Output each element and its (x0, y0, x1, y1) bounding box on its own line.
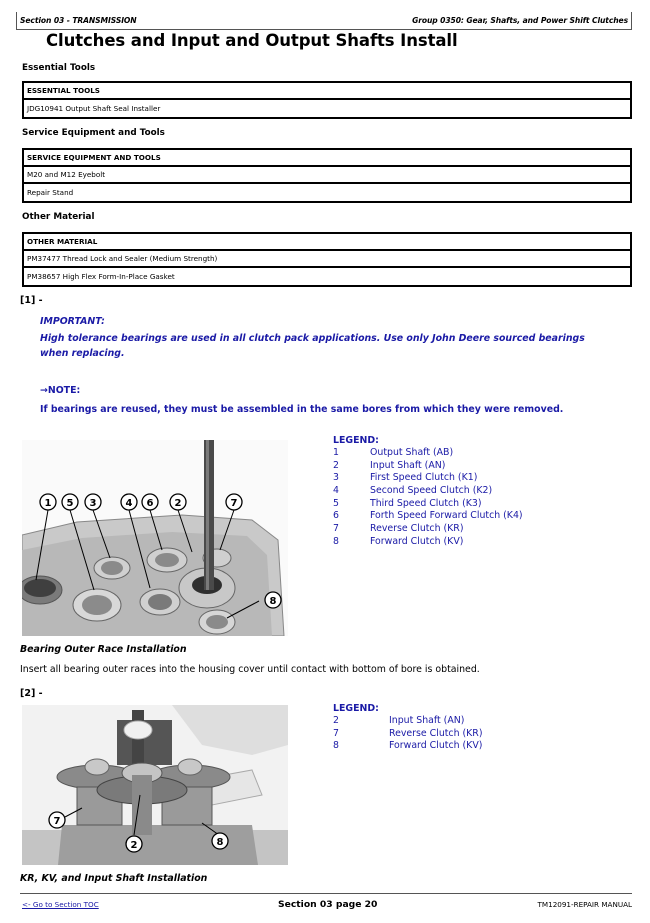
legend-item: 7 Reverse Clutch (KR) (333, 523, 464, 535)
svg-text:3: 3 (89, 498, 97, 509)
gear-pack-illustration (22, 705, 288, 865)
note-title: →NOTE: (40, 385, 81, 396)
note-text: If bearings are reused, they must be assembled in the same bores from which they were removed. (40, 404, 564, 415)
step-2-label: [2] - (20, 688, 43, 699)
legend-item: 3 First Speed Clutch (K1) (333, 472, 478, 484)
page-header (16, 12, 632, 30)
table-row: M20 and M12 Eyebolt (24, 167, 630, 184)
section-label: Section 03 - TRANSMISSION (20, 16, 137, 25)
svg-text:5: 5 (66, 498, 74, 509)
svg-text:7: 7 (53, 816, 61, 827)
table-row: JDG10941 Output Shaft Seal Installer (27, 104, 161, 113)
important-text: High tolerance bearings are used in all clutch pack applications. Use only John Deere sourced bearings when replacing. (40, 333, 585, 359)
legend-item: 7 Reverse Clutch (KR) (333, 727, 483, 739)
svg-text:8: 8 (269, 596, 277, 607)
svg-text:2: 2 (130, 840, 138, 851)
table-header: ESSENTIAL TOOLS (24, 83, 630, 100)
essential-tools-heading: Essential Tools (22, 63, 96, 73)
step-1-label: [1] - (20, 295, 43, 306)
svg-text:4: 4 (125, 498, 133, 509)
bearing-race-figure (22, 440, 288, 636)
manual-id: TM12091-REPAIR MANUAL (537, 899, 632, 909)
figure-1-caption: Bearing Outer Race Installation (20, 644, 187, 655)
housing-cover-illustration (22, 440, 288, 636)
legend-item: 2 Input Shaft (AN) (333, 715, 465, 726)
go-to-section-toc-link[interactable]: <- Go to Section TOC (22, 899, 99, 909)
other-material-table (22, 232, 632, 287)
legend-item: 8 Forward Clutch (KV) (333, 535, 464, 547)
legend-item: 4 Second Speed Clutch (K2) (333, 485, 493, 497)
table-row: PM38657 High Flex Form-In-Place Gasket (27, 272, 175, 281)
other-material-heading: Other Material (22, 212, 95, 222)
svg-text:7: 7 (230, 498, 238, 509)
legend-step-1 (333, 434, 523, 549)
legend-item: 5 Third Speed Clutch (K3) (333, 497, 482, 509)
svg-text:2: 2 (174, 498, 182, 509)
service-equipment-heading: Service Equipment and Tools (22, 128, 165, 138)
legend-item: 8 Forward Clutch (KV) (333, 740, 483, 752)
legend-item: 2 Input Shaft (AN) (333, 459, 446, 471)
essential-tools-table (22, 81, 632, 119)
svg-text:1: 1 (44, 498, 52, 509)
figure-2-caption: KR, KV, and Input Shaft Installation (20, 873, 208, 884)
important-title: IMPORTANT: (40, 316, 105, 327)
page-footer (22, 897, 632, 911)
table-row: PM37477 Thread Lock and Sealer (Medium Strength) (24, 251, 630, 268)
legend-title: LEGEND: (333, 703, 379, 714)
step-1-instruction: Insert all bearing outer races into the housing cover until contact with bottom of bore is obtained. (20, 664, 480, 675)
table-header: SERVICE EQUIPMENT AND TOOLS (24, 150, 630, 167)
page-number: Section 03 page 20 (278, 898, 378, 910)
legend-item: 1 Output Shaft (AB) (333, 447, 454, 458)
legend-title: LEGEND: (333, 435, 379, 446)
page-title: Clutches and Input and Output Shafts Install (46, 31, 458, 50)
shaft-installation-figure (22, 705, 288, 865)
service-equipment-table (22, 148, 632, 203)
group-label: Group 0350: Gear, Shafts, and Power Shift Clutches (412, 16, 628, 25)
footer-divider (20, 893, 632, 894)
svg-text:8: 8 (216, 837, 224, 848)
svg-text:6: 6 (146, 498, 154, 509)
table-row: Repair Stand (27, 188, 74, 197)
table-header: OTHER MATERIAL (24, 234, 630, 251)
legend-step-2 (333, 702, 482, 753)
legend-item: 6 Forth Speed Forward Clutch (K4) (333, 510, 523, 522)
